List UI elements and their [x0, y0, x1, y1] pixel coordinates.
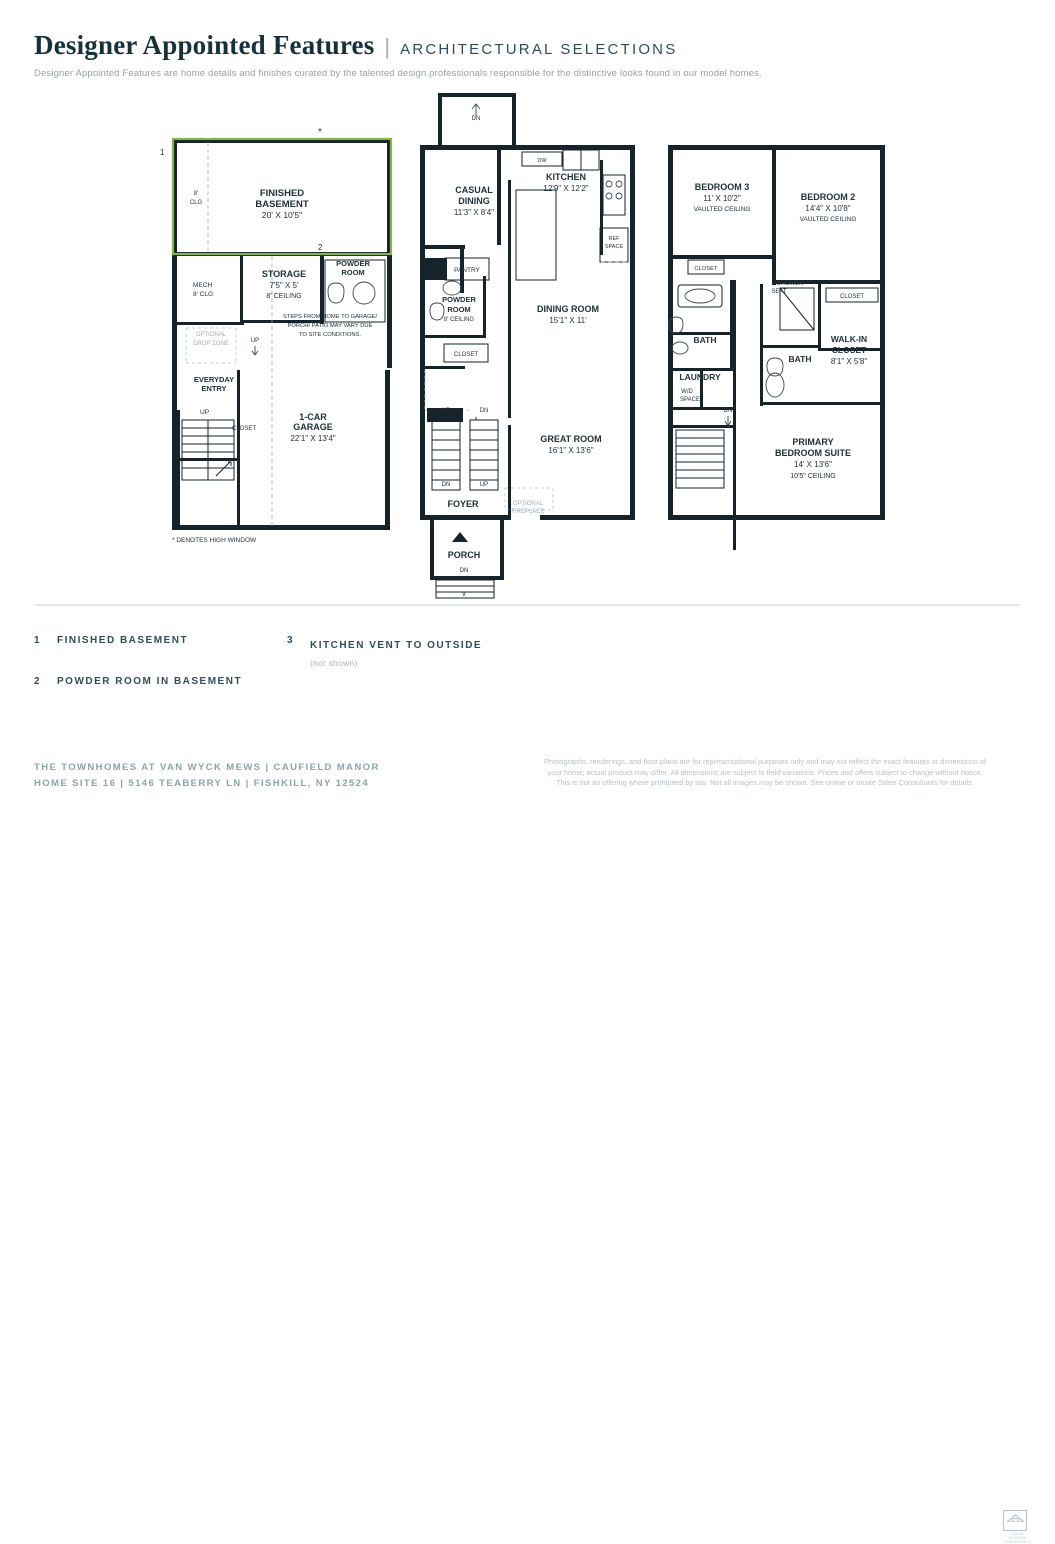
svg-text:SEAT: SEAT — [771, 289, 787, 295]
svg-text:14'4" X 10'8": 14'4" X 10'8" — [805, 204, 851, 213]
svg-text:8'1" X 5'8": 8'1" X 5'8" — [830, 357, 868, 366]
svg-text:OPTIONAL: OPTIONAL — [195, 332, 227, 338]
svg-text:VAULTED CEILING: VAULTED CEILING — [693, 206, 751, 213]
svg-text:REF: REF — [608, 236, 620, 242]
svg-text:TO SITE CONDITIONS.: TO SITE CONDITIONS. — [298, 332, 362, 338]
svg-text:1-CAR: 1-CAR — [299, 412, 327, 422]
house-roof-icon — [1006, 1514, 1025, 1522]
svg-text:VAULTED CEILING: VAULTED CEILING — [799, 216, 857, 223]
svg-text:UP: UP — [441, 408, 451, 414]
svg-text:11'3" X 8'4": 11'3" X 8'4" — [453, 208, 495, 217]
upper-level-plan — [668, 145, 885, 550]
legend-item-1 — [34, 635, 188, 646]
title-divider: | — [384, 34, 391, 59]
eho-caption: EQUAL HOUSING OPPORTUNITY — [1004, 1532, 1032, 1544]
basement-plan — [160, 127, 392, 544]
equal-housing-opportunity-icon — [1003, 1510, 1033, 1544]
main-level-plan — [420, 93, 635, 598]
svg-text:GREAT ROOM: GREAT ROOM — [540, 434, 602, 444]
marker-1: 1 — [160, 148, 165, 157]
legend-note: (not shown) — [310, 658, 358, 668]
svg-text:CLG: CLG — [189, 200, 203, 206]
svg-text:BATH: BATH — [788, 354, 812, 364]
svg-text:10'5" CEILING: 10'5" CEILING — [790, 473, 836, 480]
high-window-note: * DENOTES HIGH WINDOW — [172, 537, 257, 544]
svg-text:MECH: MECH — [193, 282, 213, 289]
legend-item-3 — [287, 635, 482, 668]
svg-text:15'1" X 11': 15'1" X 11' — [549, 316, 587, 325]
svg-text:20' X 10'5": 20' X 10'5" — [261, 210, 303, 220]
home-site-address: HOME SITE 16 | 5146 TEABERRY LN | FISHKILL, NY 12524 — [34, 778, 370, 789]
svg-text:UP: UP — [200, 409, 210, 416]
svg-text:DN: DN — [459, 568, 469, 574]
disclaimer-line-1: Photographs, renderings, and floor plans are for representational purposes only and may not reflect the exact features or dimensions of — [543, 757, 987, 766]
svg-text:PRIMARY: PRIMARY — [792, 437, 834, 447]
svg-text:EVERYDAY: EVERYDAY — [193, 375, 235, 384]
svg-text:KITCHEN: KITCHEN — [546, 172, 586, 182]
svg-text:LAUNDRY: LAUNDRY — [679, 372, 721, 382]
svg-text:DN: DN — [471, 116, 481, 122]
svg-text:UP: UP — [250, 338, 260, 344]
svg-text:STORAGE: STORAGE — [261, 269, 307, 279]
high-window-asterisk: * — [318, 127, 322, 138]
svg-text:GARAGE: GARAGE — [293, 422, 333, 432]
svg-text:8' CLG: 8' CLG — [193, 291, 214, 298]
svg-text:DINING ROOM: DINING ROOM — [537, 304, 599, 314]
svg-text:CLOSET: CLOSET — [453, 352, 479, 358]
svg-text:7'5" X 5': 7'5" X 5' — [269, 281, 299, 290]
svg-text:PANTRY: PANTRY — [454, 267, 480, 274]
legend-label: POWDER ROOM IN BASEMENT — [57, 676, 243, 687]
svg-text:DINING: DINING — [458, 196, 490, 206]
header-description: Designer Appointed Features are home details and finishes curated by the talented design professionals responsible for the distinctive looks found in our model homes. — [34, 68, 762, 79]
svg-text:WALK-IN: WALK-IN — [830, 334, 868, 344]
legend-number: 3 — [287, 635, 293, 646]
svg-text:POWDER: POWDER — [442, 295, 476, 304]
svg-text:22'1" X 13'4": 22'1" X 13'4" — [290, 434, 336, 443]
svg-text:ROOM: ROOM — [341, 268, 365, 277]
page-header — [34, 30, 762, 79]
page-footer — [0, 752, 1055, 1544]
legend-label: FINISHED BASEMENT — [57, 635, 189, 646]
svg-text:14' X 13'6": 14' X 13'6" — [794, 460, 832, 469]
legend-item-2 — [34, 676, 242, 687]
svg-text:SPACE: SPACE — [680, 397, 700, 403]
svg-text:∧: ∧ — [473, 416, 479, 422]
svg-text:BEDROOM 2: BEDROOM 2 — [800, 192, 856, 202]
svg-text:SHOWER: SHOWER — [776, 281, 804, 287]
svg-text:ROOM: ROOM — [447, 305, 471, 314]
svg-text:DW: DW — [537, 158, 547, 164]
disclaimer — [530, 757, 1000, 789]
svg-text:BASEMENT: BASEMENT — [255, 199, 309, 210]
svg-text:DN: DN — [441, 482, 451, 488]
svg-text:CLOSET: CLOSET — [694, 266, 718, 272]
svg-text:ENTRY: ENTRY — [201, 384, 227, 393]
disclaimer-line-2: your home; actual product may differ. All dimensions are subject to field variations. Prices and offers subject to change without notice. — [547, 767, 983, 777]
svg-text:CASUAL: CASUAL — [455, 185, 493, 195]
legend-label-group — [310, 635, 482, 668]
disclaimer-line-3: This is not an offering where prohibited by law. Not all images may be shown. See online or onsite Sales Consultants for details. — [556, 778, 974, 787]
svg-text:DN: DN — [723, 408, 733, 414]
svg-text:DROP ZONE: DROP ZONE — [193, 341, 229, 347]
svg-text:BEDROOM 3: BEDROOM 3 — [694, 182, 750, 192]
section-divider — [35, 604, 1020, 606]
floor-plans-area — [0, 80, 1055, 600]
svg-text:DN: DN — [479, 408, 489, 414]
svg-text:W/D: W/D — [681, 389, 693, 395]
header-title-row — [34, 30, 762, 61]
svg-text:SPACE: SPACE — [604, 244, 624, 250]
svg-text:CLOSET: CLOSET — [232, 426, 257, 432]
page-subtitle: ARCHITECTURAL SELECTIONS — [400, 41, 678, 58]
svg-text:STEPS FROM HOME TO GARAGE/: STEPS FROM HOME TO GARAGE/ — [282, 314, 378, 320]
svg-text:UP: UP — [479, 482, 489, 488]
svg-text:12'9" X 12'2": 12'9" X 12'2" — [543, 184, 589, 193]
svg-text:∨: ∨ — [461, 592, 467, 598]
page-title: Designer Appointed Features — [34, 30, 375, 60]
community-name: THE TOWNHOMES AT VAN WYCK MEWS | CAUFIELD MANOR — [34, 762, 380, 773]
svg-text:BATH: BATH — [693, 335, 717, 345]
svg-text:PORCH/ PATIO MAY VARY DUE: PORCH/ PATIO MAY VARY DUE — [287, 323, 373, 329]
legend-number: 1 — [34, 635, 40, 646]
svg-text:11' X 10'2": 11' X 10'2" — [703, 194, 741, 203]
svg-text:POWDER: POWDER — [336, 259, 370, 268]
svg-text:CLOSET: CLOSET — [839, 294, 865, 300]
svg-text:8': 8' — [193, 191, 199, 197]
community-info — [34, 760, 380, 792]
svg-text:8' CEILING: 8' CEILING — [266, 293, 302, 300]
floor-plans-svg — [0, 80, 1055, 600]
svg-text:OPTIONAL: OPTIONAL — [512, 501, 544, 507]
svg-text:8' CEILING: 8' CEILING — [443, 317, 475, 323]
legend-number: 2 — [34, 676, 40, 687]
svg-text:FOYER: FOYER — [447, 499, 479, 509]
svg-text:CLOSET: CLOSET — [831, 345, 867, 355]
marker-2: 2 — [318, 243, 323, 252]
legend-label: KITCHEN VENT TO OUTSIDE — [310, 640, 483, 651]
svg-text:16'1" X 13'6": 16'1" X 13'6" — [548, 446, 594, 455]
svg-text:PORCH: PORCH — [447, 550, 481, 560]
svg-text:FINISHED: FINISHED — [259, 188, 305, 199]
svg-text:BEDROOM SUITE: BEDROOM SUITE — [774, 448, 852, 458]
svg-text:FIREPLACE: FIREPLACE — [511, 509, 545, 515]
